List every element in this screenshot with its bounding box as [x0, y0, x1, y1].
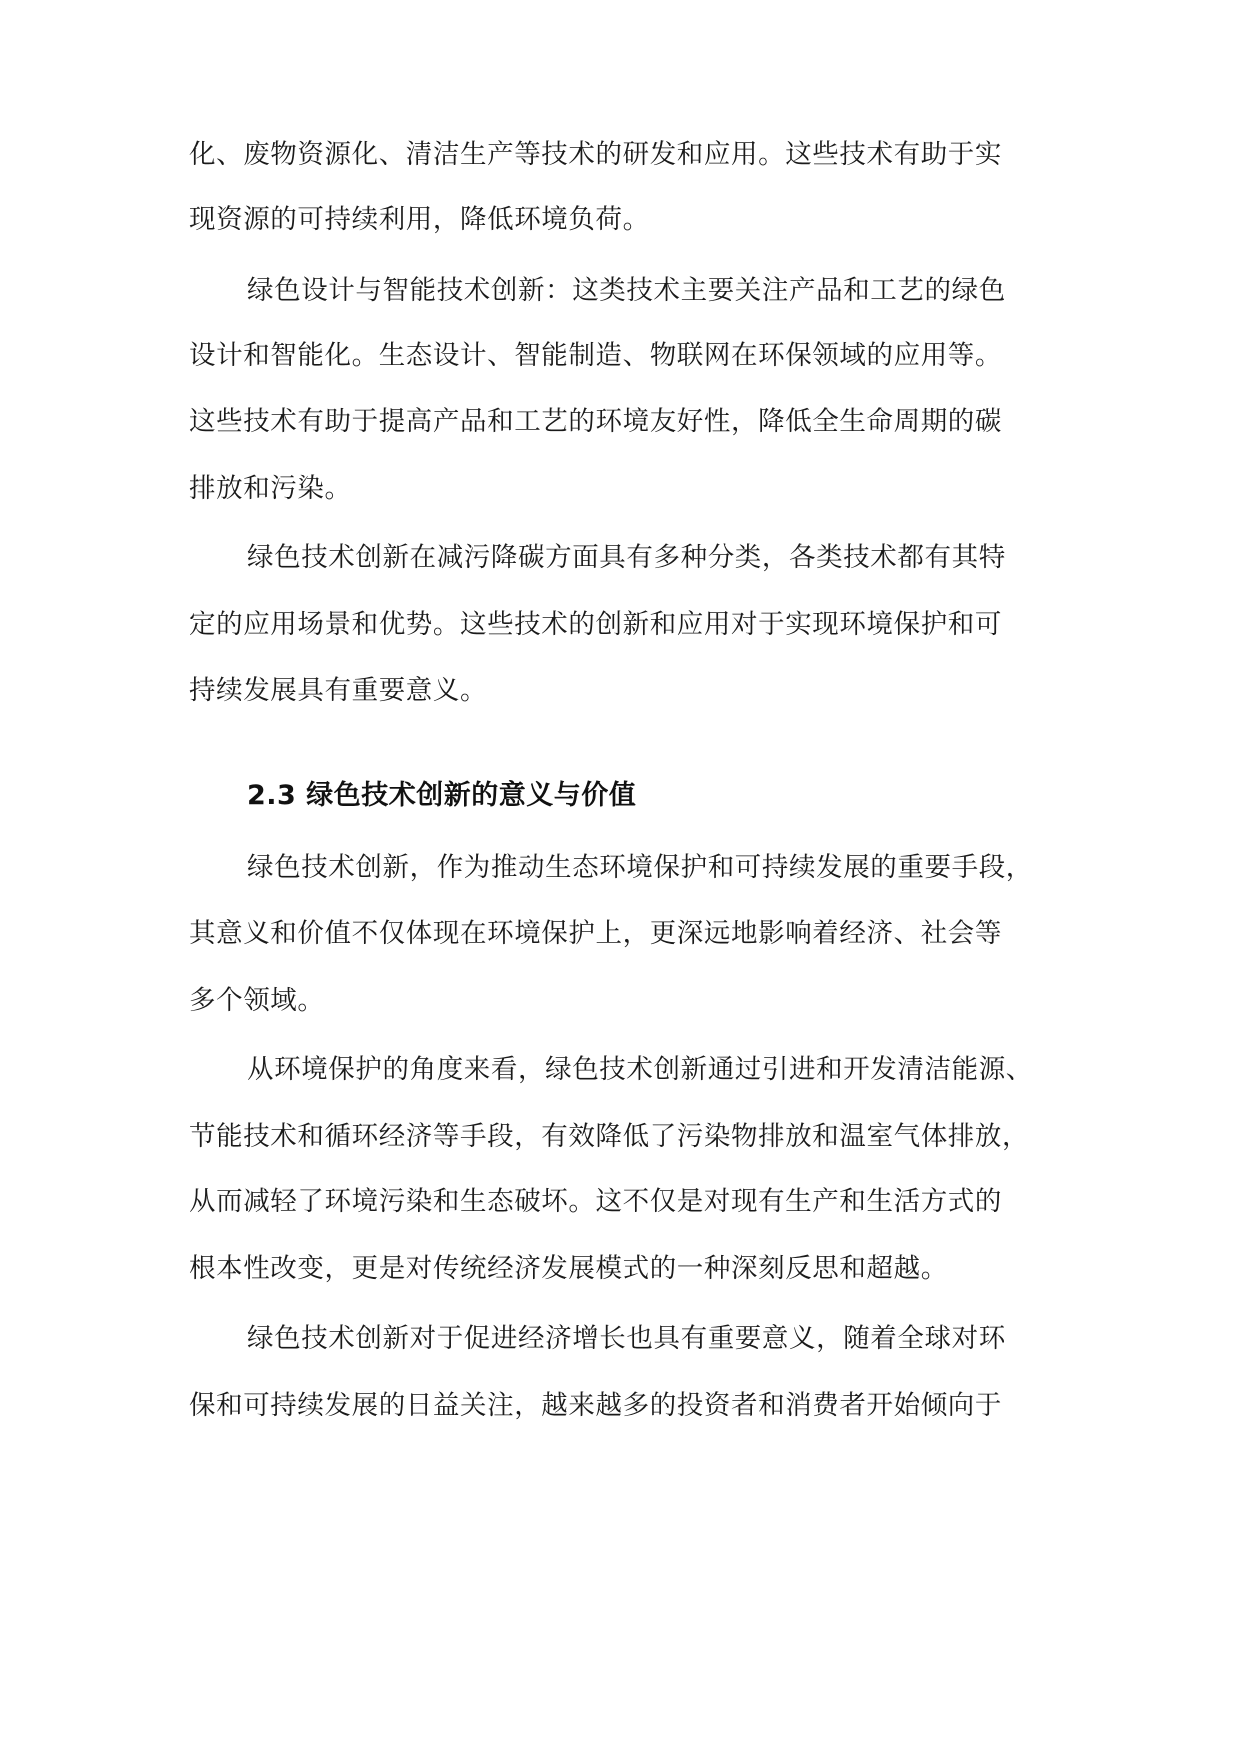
- paragraph-line: 设计和智能化。生态设计、智能制造、物联网在环保领域的应用等。: [189, 340, 1002, 371]
- paragraph-line: 定的应用场景和优势。这些技术的创新和应用对于实现环境保护和可: [189, 609, 1002, 640]
- paragraph-line: 这些技术有助于提高产品和工艺的环境友好性，降低全生命周期的碳: [189, 406, 1002, 437]
- paragraph-line: 从而减轻了环境污染和生态破坏。这不仅是对现有生产和生活方式的: [189, 1186, 1002, 1217]
- paragraph-line: 从环境保护的角度来看，绿色技术创新通过引进和开发清洁能源、: [247, 1054, 1033, 1085]
- paragraph-line: 绿色设计与智能技术创新：这类技术主要关注产品和工艺的绿色: [247, 275, 1006, 306]
- paragraph-line: 化、废物资源化、清洁生产等技术的研发和应用。这些技术有助于实: [189, 139, 1002, 170]
- section-heading: 2.3 绿色技术创新的意义与价值: [247, 780, 637, 811]
- paragraph-line: 绿色技术创新对于促进经济增长也具有重要意义，随着全球对环: [247, 1323, 1006, 1354]
- paragraph-line: 根本性改变，更是对传统经济发展模式的一种深刻反思和超越。: [189, 1253, 948, 1284]
- paragraph-line: 其意义和价值不仅体现在环境保护上，更深远地影响着经济、社会等: [189, 918, 1002, 949]
- paragraph-line: 绿色技术创新，作为推动生态环境保护和可持续发展的重要手段，: [247, 852, 1033, 883]
- paragraph-line: 现资源的可持续利用，降低环境负荷。: [189, 204, 650, 235]
- paragraph-line: 持续发展具有重要意义。: [189, 675, 488, 706]
- paragraph-line: 节能技术和循环经济等手段，有效降低了污染物排放和温室气体排放，: [189, 1121, 1030, 1152]
- paragraph-line: 排放和污染。: [189, 473, 352, 504]
- paragraph-line: 多个领域。: [189, 985, 325, 1016]
- paragraph-line: 绿色技术创新在减污降碳方面具有多种分类，各类技术都有其特: [247, 542, 1006, 573]
- paragraph-line: 保和可持续发展的日益关注，越来越多的投资者和消费者开始倾向于: [189, 1390, 1002, 1421]
